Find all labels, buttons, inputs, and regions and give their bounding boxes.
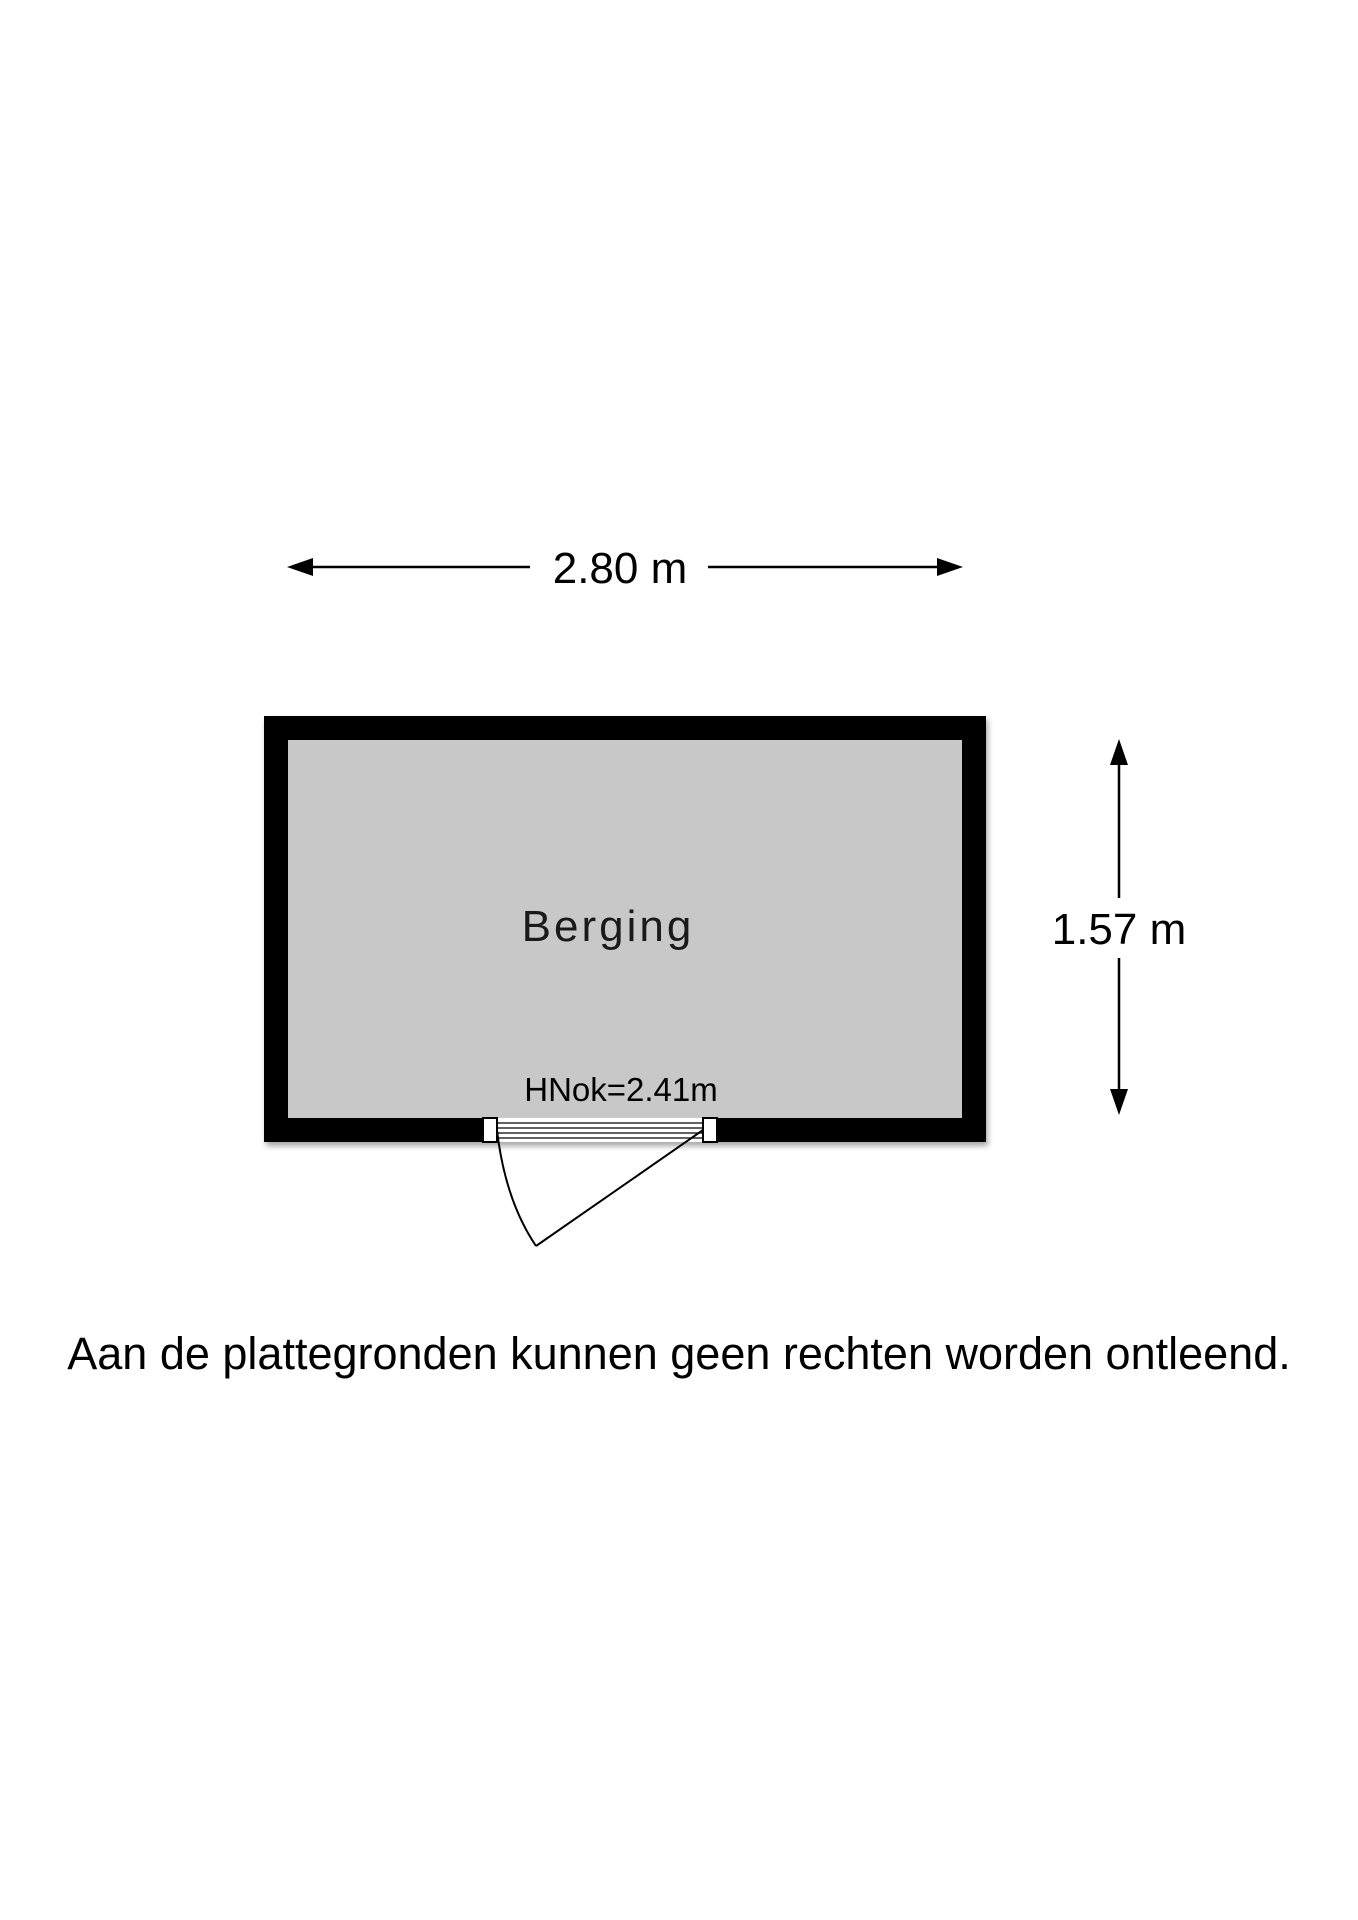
room-berging [264,716,986,1246]
room-name: Berging [521,902,695,951]
arrow-left-icon [287,558,313,576]
door-jamb-right [703,1118,717,1142]
door-jamb-left [483,1118,497,1142]
height-dimension [1052,739,1187,1115]
arrow-up-icon [1110,739,1128,765]
door-swing-icon [497,1130,703,1246]
width-dimension-label: 2.80 m [552,544,688,593]
arrow-down-icon [1110,1089,1128,1115]
width-dimension [287,544,963,593]
arrow-right-icon [937,558,963,576]
height-dimension-label: 1.57 m [1051,905,1187,954]
disclaimer-text: Aan de plattegronden kunnen geen rechten worden ontleend. [67,1328,1291,1379]
ridge-height-label: HNok=2.41m [524,1071,718,1108]
